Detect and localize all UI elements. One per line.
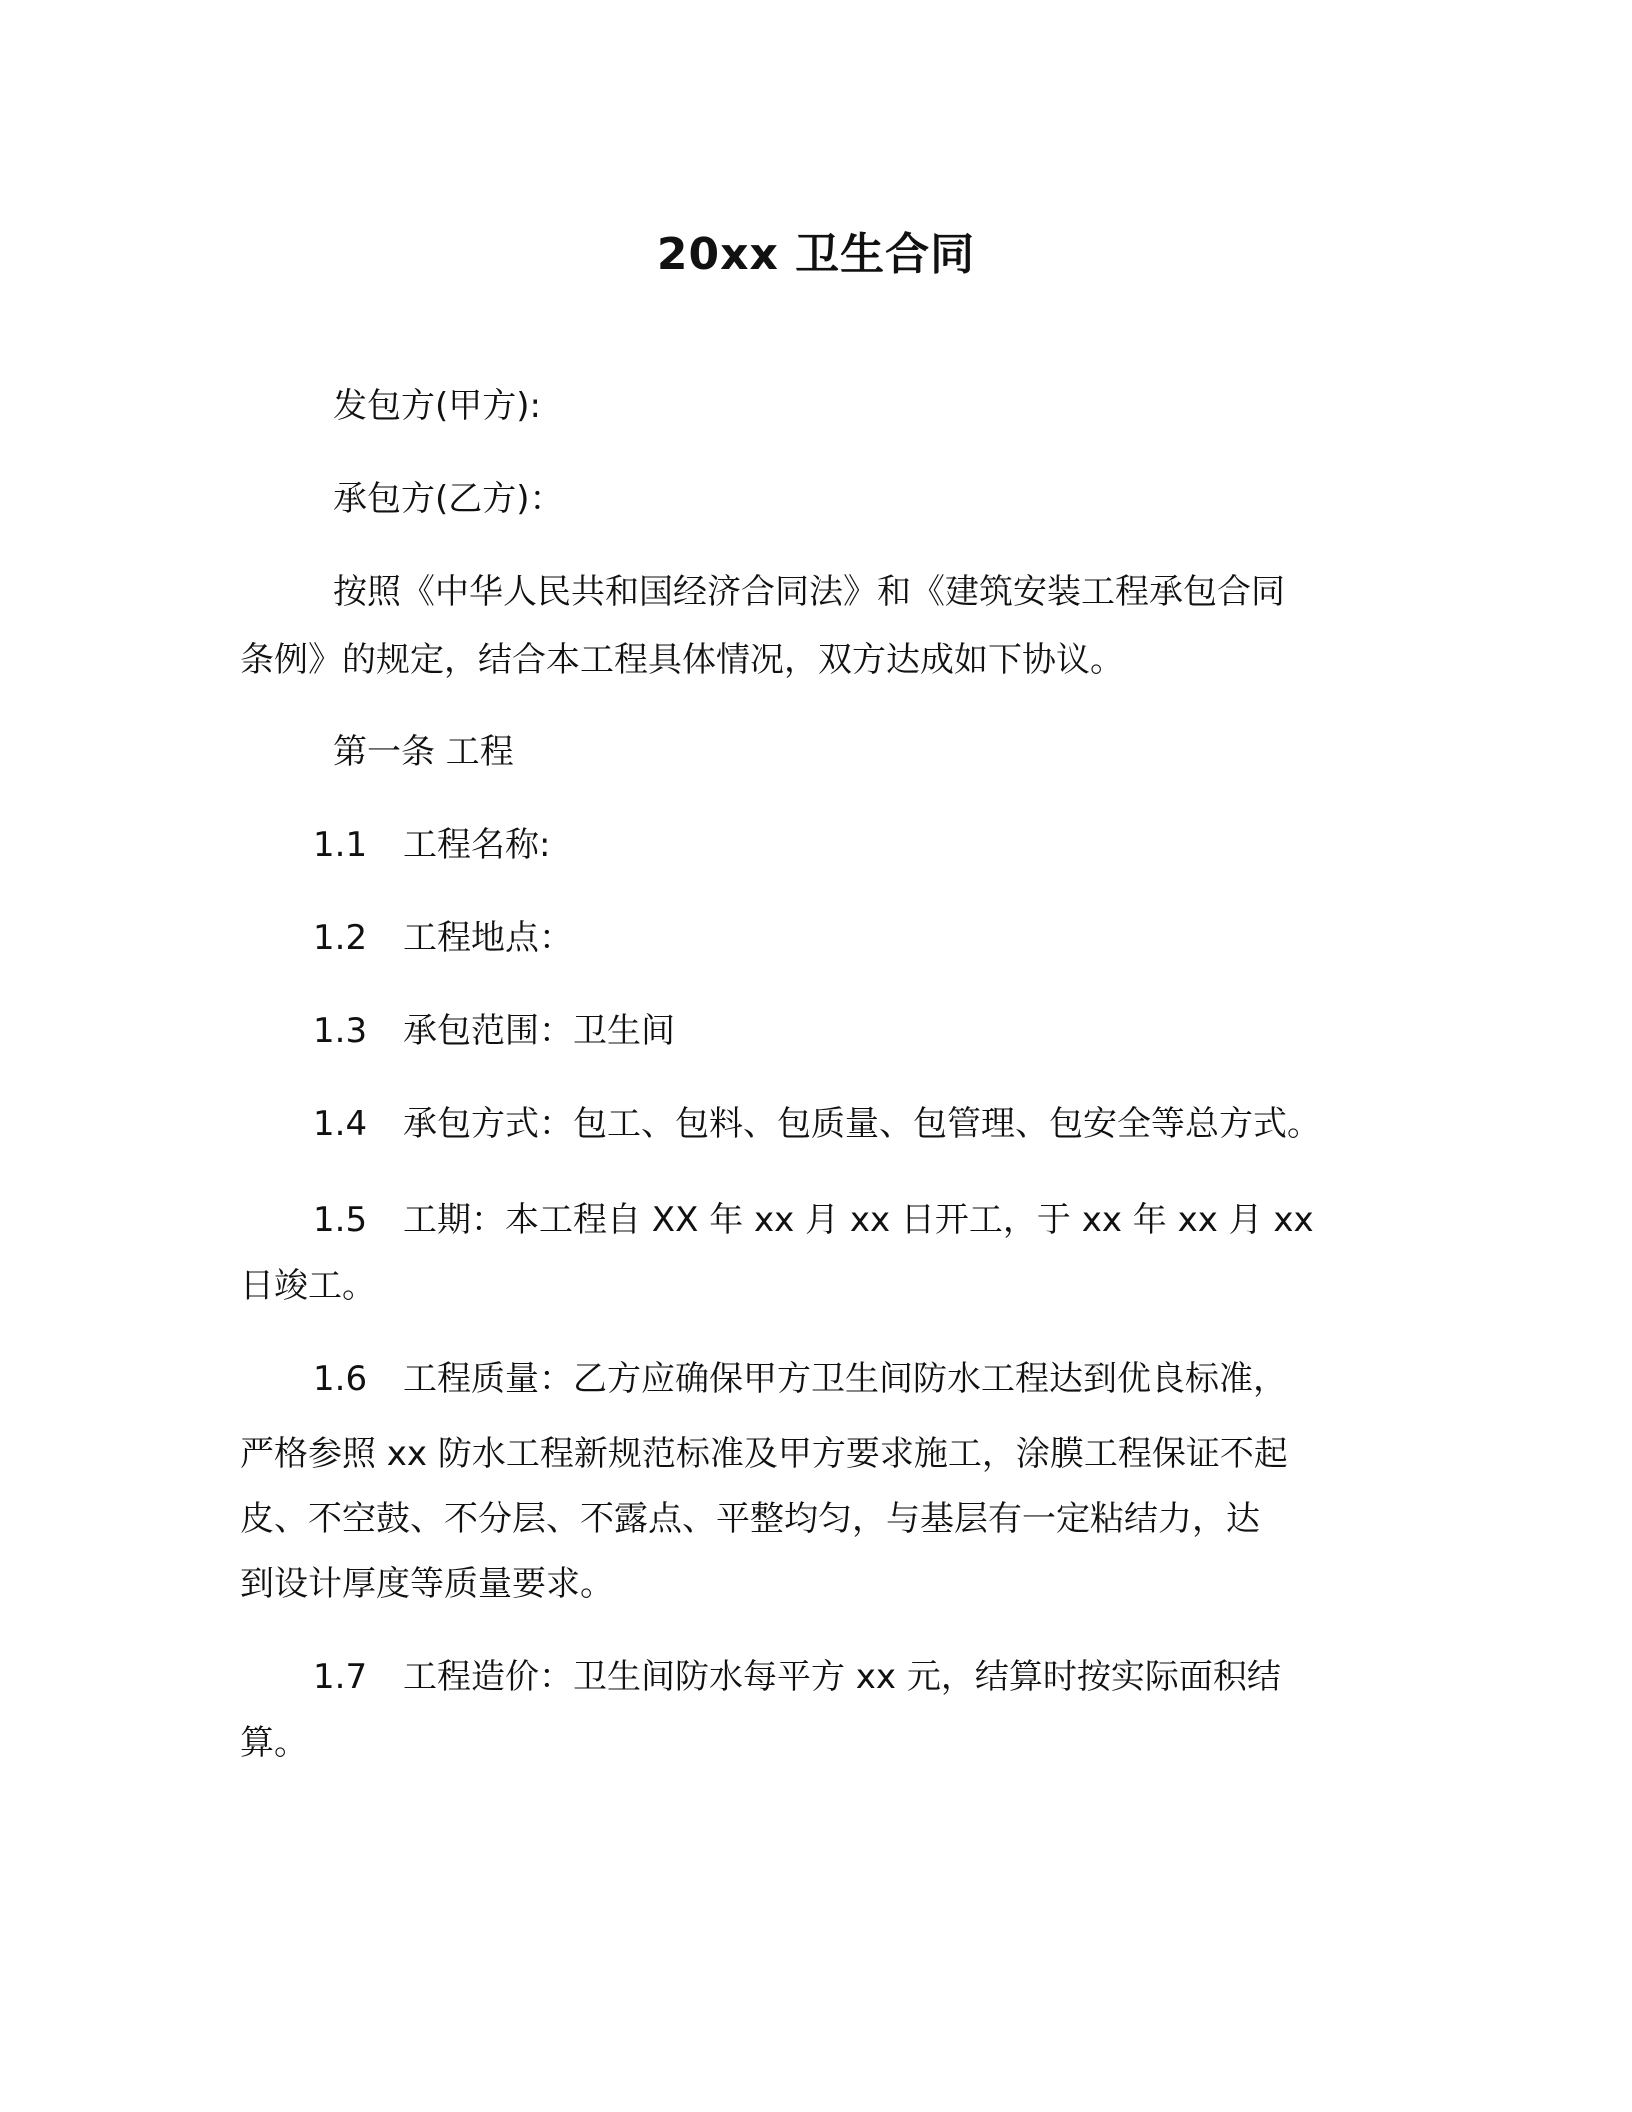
clause-number: 1.5	[313, 1200, 368, 1240]
clause-1-6-continuation-3: 到设计厚度等质量要求。	[240, 1564, 614, 1604]
clause-1-4	[313, 1102, 1321, 1146]
clause-number: 1.3	[313, 1011, 368, 1051]
clause-1-6-continuation-1: 严格参照 xx 防水工程新规范标准及甲方要求施工，涂膜工程保证不起	[240, 1434, 1288, 1474]
clause-text: 工期：本工程自 XX 年 xx 月 xx 日开工，于 xx 年 xx 月 xx	[403, 1200, 1314, 1240]
clause-text: 工程质量：乙方应确保甲方卫生间防水工程达到优良标准，	[403, 1359, 1287, 1399]
clause-1-3	[313, 1009, 675, 1053]
clause-1-1	[313, 823, 550, 867]
clause-number: 1.2	[313, 918, 368, 958]
article-1-heading: 第一条 工程	[333, 732, 514, 772]
preamble-line-2: 条例》的规定，结合本工程具体情况，双方达成如下协议。	[240, 640, 1124, 680]
clause-number: 1.7	[313, 1657, 368, 1697]
clause-number: 1.6	[313, 1359, 368, 1399]
clause-text: 工程造价：卫生间防水每平方 xx 元，结算时按实际面积结	[403, 1657, 1281, 1697]
clause-1-7	[313, 1655, 1281, 1699]
clause-number: 1.4	[313, 1104, 368, 1144]
clause-text: 工程名称:	[403, 825, 551, 865]
document-title: 20xx 卫生合同	[656, 229, 976, 280]
clause-1-5	[313, 1198, 1314, 1242]
clause-1-6-continuation-2: 皮、不空鼓、不分层、不露点、平整均匀，与基层有一定粘结力，达	[240, 1499, 1260, 1539]
clause-1-5-continuation: 日竣工。	[240, 1266, 376, 1306]
party-a-line: 发包方(甲方):	[333, 386, 541, 426]
clause-text: 承包范围：卫生间	[403, 1011, 675, 1051]
clause-text: 承包方式：包工、包料、包质量、包管理、包安全等总方式。	[403, 1104, 1321, 1144]
clause-text: 工程地点：	[403, 918, 573, 958]
clause-1-2	[313, 916, 573, 960]
clause-1-6	[313, 1357, 1287, 1401]
clause-number: 1.1	[313, 825, 368, 865]
party-b-line: 承包方(乙方)：	[333, 479, 564, 519]
preamble-line-1: 按照《中华人民共和国经济合同法》和《建筑安装工程承包合同	[333, 572, 1285, 612]
clause-1-7-continuation: 算。	[240, 1723, 308, 1763]
